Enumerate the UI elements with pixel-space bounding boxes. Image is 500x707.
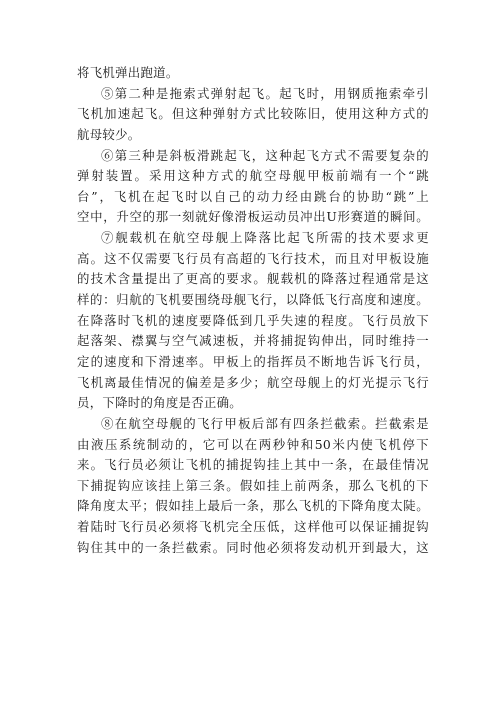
text-line: ⑦舰载机在航空母舰上降落比起飞所需的技术要求更 — [101, 230, 429, 246]
text-line: 由液压系统制动的，它可以在两秒钟和50米内使飞机停下 — [77, 436, 429, 452]
text-line: 台”，飞机在起飞时以自己的动力经由跳台的协助“跳”上 — [77, 188, 429, 204]
text-line: ⑧在航空母舰的飞行甲板后部有四条拦截索。拦截索是 — [101, 415, 429, 431]
text-line: 航母较少。 — [77, 126, 141, 142]
text-line: 在降落时飞机的速度要降低到几乎失速的程度。飞行员放下 — [77, 312, 429, 328]
text-line: 样的：归航的飞机要围绕母舰飞行，以降低飞行高度和速度。 — [77, 292, 429, 308]
text-line: 高。这不仅需要飞行员有高超的飞行技术，而且对甲板设施 — [77, 250, 429, 266]
text-line: 飞机加速起飞。但这种弹射方式比较陈旧，使用这种方式的 — [77, 106, 429, 122]
text-line: 将飞机弹出跑道。 — [77, 65, 179, 80]
text-line: ⑤第二种是拖索式弹射起飞。起飞时，用钢质拖索牵引 — [101, 85, 429, 101]
text-line: 员，下降时的角度是否正确。 — [77, 395, 242, 411]
document-body — [77, 63, 429, 558]
text-line: 下捕捉钩应该挂上第三条。假如挂上前两条，那么飞机的下 — [77, 477, 429, 493]
text-line: 降角度太平；假如挂上最后一条，那么飞机的下降角度太陡。 — [77, 498, 429, 514]
text-line: 的技术含量提出了更高的要求。舰载机的降落过程通常是这 — [77, 271, 429, 287]
text-line: 着陆时飞行员必须将飞机完全压低，这样他可以保证捕捉钩 — [77, 519, 429, 535]
text-line: 来。飞行员必须让飞机的捕捉钩挂上其中一条，在最佳情况 — [77, 457, 429, 473]
text-line: 飞机离最佳情况的偏差是多少；航空母舰上的灯光提示飞行 — [77, 374, 429, 390]
text-line: 起落架、襟翼与空气减速板，并将捕捉钩伸出，同时维持一 — [77, 333, 429, 349]
text-line: ⑥第三种是斜板滑跳起飞，这种起飞方式不需要复杂的 — [101, 147, 429, 163]
text-line: 空中，升空的那一刻就好像滑板运动员冲出U形赛道的瞬间。 — [77, 209, 429, 225]
text-line: 定的速度和下滑速率。甲板上的指挥员不断地告诉飞行员， — [77, 353, 429, 369]
text-line: 弹射装置。采用这种方式的航空母舰甲板前端有一个“跳 — [77, 168, 429, 184]
text-line: 钩住其中的一条拦截索。同时他必须将发动机开到最大，这 — [77, 539, 429, 555]
